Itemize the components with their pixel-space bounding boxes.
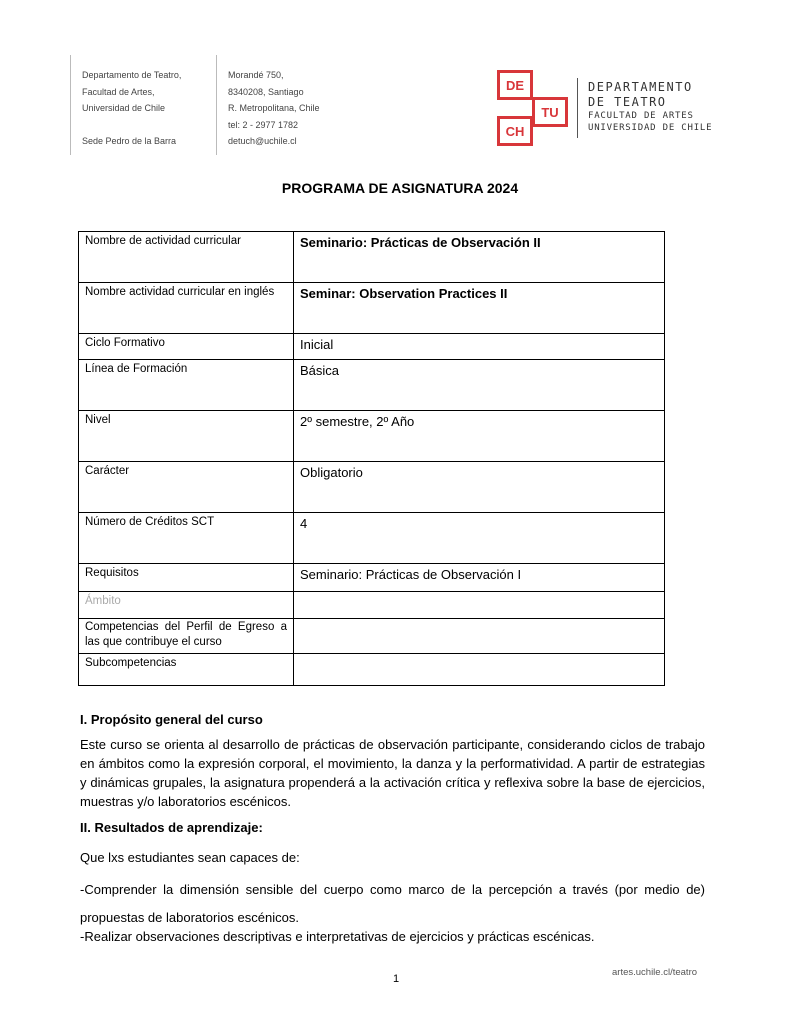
header-divider xyxy=(70,55,71,155)
header-line: Morandé 750, xyxy=(228,70,284,80)
row-label: Subcompetencias xyxy=(79,654,294,686)
row-value: Inicial xyxy=(294,334,665,360)
row-label: Requisitos xyxy=(79,564,294,592)
logo-text: DEPARTAMENTO xyxy=(588,80,693,94)
row-value: Seminario: Prácticas de Observación II xyxy=(294,232,665,283)
header-line: Sede Pedro de la Barra xyxy=(82,136,177,146)
row-label: Carácter xyxy=(79,462,294,513)
row-label: Nombre actividad curricular en inglés xyxy=(79,283,294,334)
section-body: Que lxs estudiantes sean capaces de: xyxy=(80,850,300,865)
logo-box: CH xyxy=(497,116,533,146)
logo-box: TU xyxy=(532,97,568,127)
row-value xyxy=(294,619,665,654)
row-label: Competencias del Perfil de Egreso a las que contribuye el curso xyxy=(79,619,294,654)
section-body: Este curso se orienta al desarrollo de prácticas de observación participante, considerando ciclos de trabajo en ámbitos como la expresión corporal, el movimiento, la danza y la performatividad. A partir de estrategias y dinámicas grupales, la asignatura propenderá a la activación crítica y reflexiva sobre la base de ejercicios, muestras y/o laboratorios escénicos. xyxy=(80,737,705,809)
section-heading: II. Resultados de aprendizaje: xyxy=(80,820,263,835)
table-row xyxy=(79,654,665,686)
row-label: Número de Créditos SCT xyxy=(79,513,294,564)
row-label: Ámbito xyxy=(79,592,294,619)
row-value xyxy=(294,654,665,686)
logo-box: DE xyxy=(497,70,533,100)
logo-text: DE TEATRO xyxy=(588,95,667,109)
row-value: Básica xyxy=(294,360,665,411)
table-row xyxy=(79,283,665,334)
header-line: Departamento de Teatro, xyxy=(82,70,182,80)
table-row xyxy=(79,232,665,283)
header-line: Facultad de Artes, xyxy=(82,86,155,97)
row-value: Seminar: Observation Practices II xyxy=(294,283,665,334)
page-number: 1 xyxy=(393,973,400,985)
row-value: 4 xyxy=(294,513,665,564)
row-label: Línea de Formación xyxy=(79,360,294,411)
row-value: Obligatorio xyxy=(294,462,665,513)
page-title: PROGRAMA DE ASIGNATURA 2024 xyxy=(281,180,519,196)
header-address-institution xyxy=(82,67,181,150)
row-label: Ciclo Formativo xyxy=(79,334,294,360)
row-value: 2º semestre, 2º Año xyxy=(294,411,665,462)
logo-text: UNIVERSIDAD DE CHILE xyxy=(588,123,713,133)
logo-text: FACULTAD DE ARTES xyxy=(588,111,694,121)
table-row xyxy=(79,462,665,513)
table-row xyxy=(79,411,665,462)
table-row xyxy=(79,513,665,564)
table-row xyxy=(79,619,665,654)
learning-outcome: -Comprender la dimensión sensible del cuerpo como marco de la percepción a través (por medio de) propuestas de laboratorios escénicos. xyxy=(80,882,705,925)
header-email: detuch@uchile.cl xyxy=(228,136,297,146)
footer-url: artes.uchile.cl/teatro xyxy=(612,967,698,978)
header-contact xyxy=(228,67,320,150)
table-row xyxy=(79,360,665,411)
row-value xyxy=(294,592,665,619)
table-row xyxy=(79,592,665,619)
header-line: 8340208, Santiago xyxy=(228,86,304,97)
section-heading: I. Propósito general del curso xyxy=(80,712,263,727)
header-divider xyxy=(216,55,217,155)
row-label: Nivel xyxy=(79,411,294,462)
logo-divider xyxy=(577,78,578,138)
header-line: R. Metropolitana, Chile xyxy=(228,103,320,113)
header-line: tel: 2 - 2977 1782 xyxy=(228,119,299,130)
course-info-table xyxy=(78,231,665,686)
table-row xyxy=(79,564,665,592)
table-row xyxy=(79,334,665,360)
learning-outcome: -Realizar observaciones descriptivas e interpretativas de ejercicios y prácticas escénicas. xyxy=(80,929,595,944)
row-value: Seminario: Prácticas de Observación I xyxy=(294,564,665,592)
row-label: Nombre de actividad curricular xyxy=(79,232,294,283)
header-line: Universidad de Chile xyxy=(82,103,166,113)
